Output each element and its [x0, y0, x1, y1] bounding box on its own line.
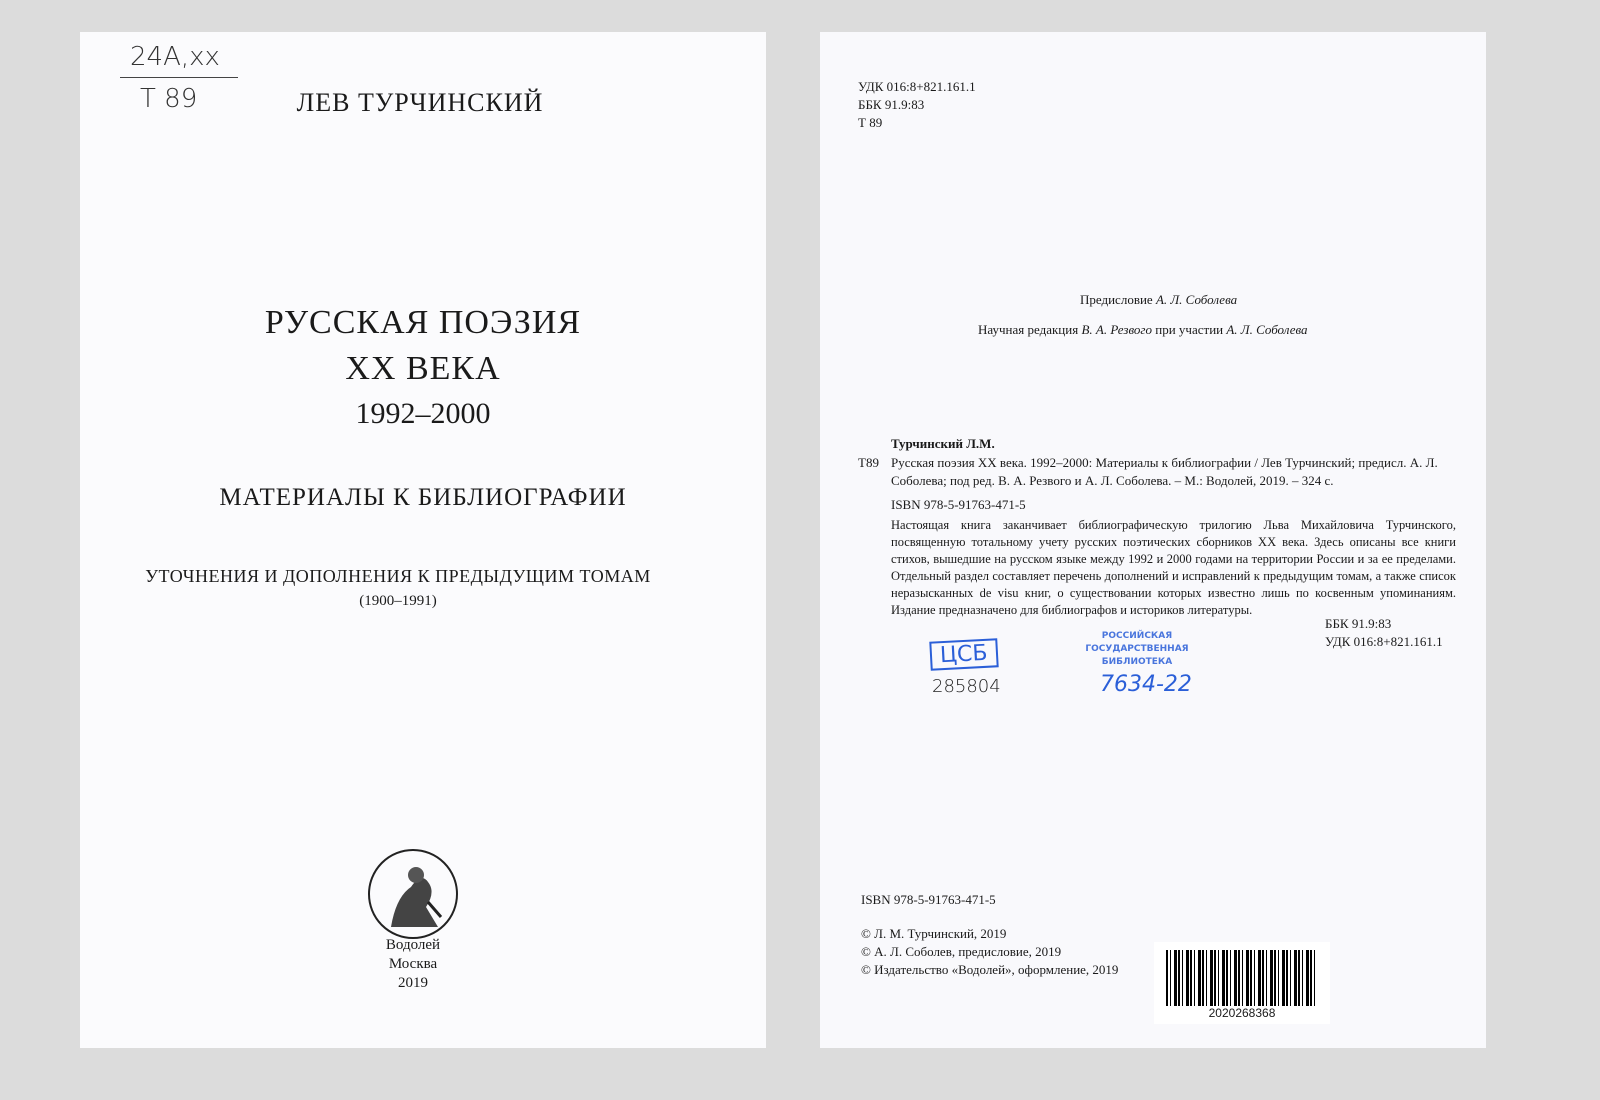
title-years: 1992–2000: [355, 397, 491, 430]
catalog-entry: Русская поэзия XX века. 1992–2000: Материалы к библиографии / Лев Турчинский; предисл. А. Л. Соболева; под ред. В. А. Резвого и А. Л. Соболева. – М.: Водолей, 2019. – 324 с.: [891, 455, 1438, 488]
barcode-number: 2020268368: [1208, 1006, 1276, 1020]
classification-top: [858, 78, 976, 132]
title-line2: XX ВЕКА: [345, 350, 501, 387]
supplement-years: (1900–1991): [359, 593, 437, 609]
catalog-code: Т89: [858, 455, 879, 470]
editor-credit: [978, 321, 1308, 339]
isbn: ISBN 978-5-91763-471-5: [861, 892, 996, 907]
author-mark: Т 89: [858, 115, 883, 130]
udk-code: УДК 016:8+821.161.1: [858, 79, 976, 94]
shelfmark-line1: 24А,xx: [130, 42, 220, 72]
shelfmark-line2: Т 89: [140, 84, 198, 114]
editor-name: В. А. Резвого: [1081, 322, 1153, 337]
supplement-title: УТОЧНЕНИЯ И ДОПОЛНЕНИЯ К ПРЕДЫДУЩИМ ТОМАМ: [145, 566, 651, 586]
bbk-code: ББК 91.9:83: [858, 97, 925, 112]
shelfmark-divider: [120, 77, 238, 78]
bbk-bottom: ББК 91.9:83: [1325, 616, 1392, 631]
subtitle: МАТЕРИАЛЫ К БИБЛИОГРАФИИ: [219, 484, 627, 511]
rgb-stamp: [1082, 630, 1192, 669]
library-barcode: [1154, 942, 1330, 1024]
rgb-line2: ГОСУДАРСТВЕННАЯ: [1085, 644, 1189, 654]
catalog-isbn: ISBN 978-5-91763-471-5: [891, 497, 1026, 512]
preface-credit: [1080, 291, 1237, 309]
copyright-preface: © А. Л. Соболев, предисловие, 2019: [861, 944, 1062, 959]
publisher-imprint: [363, 936, 463, 993]
edition-label: Научная редакция: [978, 322, 1082, 337]
barcode-bars: [1166, 950, 1318, 1006]
publisher-logo-icon: [366, 847, 460, 941]
annotation: Настоящая книга заканчивает библиографическую трилогию Льва Михайловича Турчинского, посвященную тотальному учету русских поэтических сборников XX века. Здесь описаны все книги стихов, вышедшие на русском языке между 1992 и 2000 годами на территории России и за ее пределами. Отдельный раздел составляет перечень дополнений и исправлений к предыдущим томам, а также список неразысканных de visu книг, о существовании которых известно лишь по косвенным упоминаниям. Издание предназначено для библиографов и историков литературы.: [891, 518, 1456, 617]
rgb-number: 7634-22: [1100, 672, 1192, 697]
publisher-city: Москва: [388, 956, 438, 972]
publisher-name: Водолей: [385, 937, 441, 953]
title-page: [80, 32, 766, 1048]
author-name: ЛЕВ ТУРЧИНСКИЙ: [296, 88, 544, 117]
copyright-author: © Л. М. Турчинский, 2019: [861, 926, 1007, 941]
preface-label: Предисловие: [1080, 292, 1156, 307]
publisher-year: 2019: [398, 975, 428, 991]
copyright-page: [820, 32, 1486, 1048]
title-line1: РУССКАЯ ПОЭЗИЯ: [264, 304, 582, 341]
copyright-list: [861, 925, 1118, 979]
udk-bottom: УДК 016:8+821.161.1: [1325, 634, 1443, 649]
edition-mid: при участии: [1152, 322, 1227, 337]
preface-name: А. Л. Соболева: [1155, 292, 1238, 307]
csb-stamp: ЦСБ: [929, 638, 998, 670]
csb-number: 285804: [932, 676, 1001, 697]
copyright-publisher: © Издательство «Водолей», оформление, 2019: [861, 962, 1119, 977]
rgb-line3: БИБЛИОТЕКА: [1101, 657, 1173, 667]
rgb-line1: РОССИЙСКАЯ: [1101, 631, 1173, 641]
catalog-author: Турчинский Л.М.: [891, 436, 995, 451]
co-editor-name: А. Л. Соболева: [1226, 322, 1308, 337]
